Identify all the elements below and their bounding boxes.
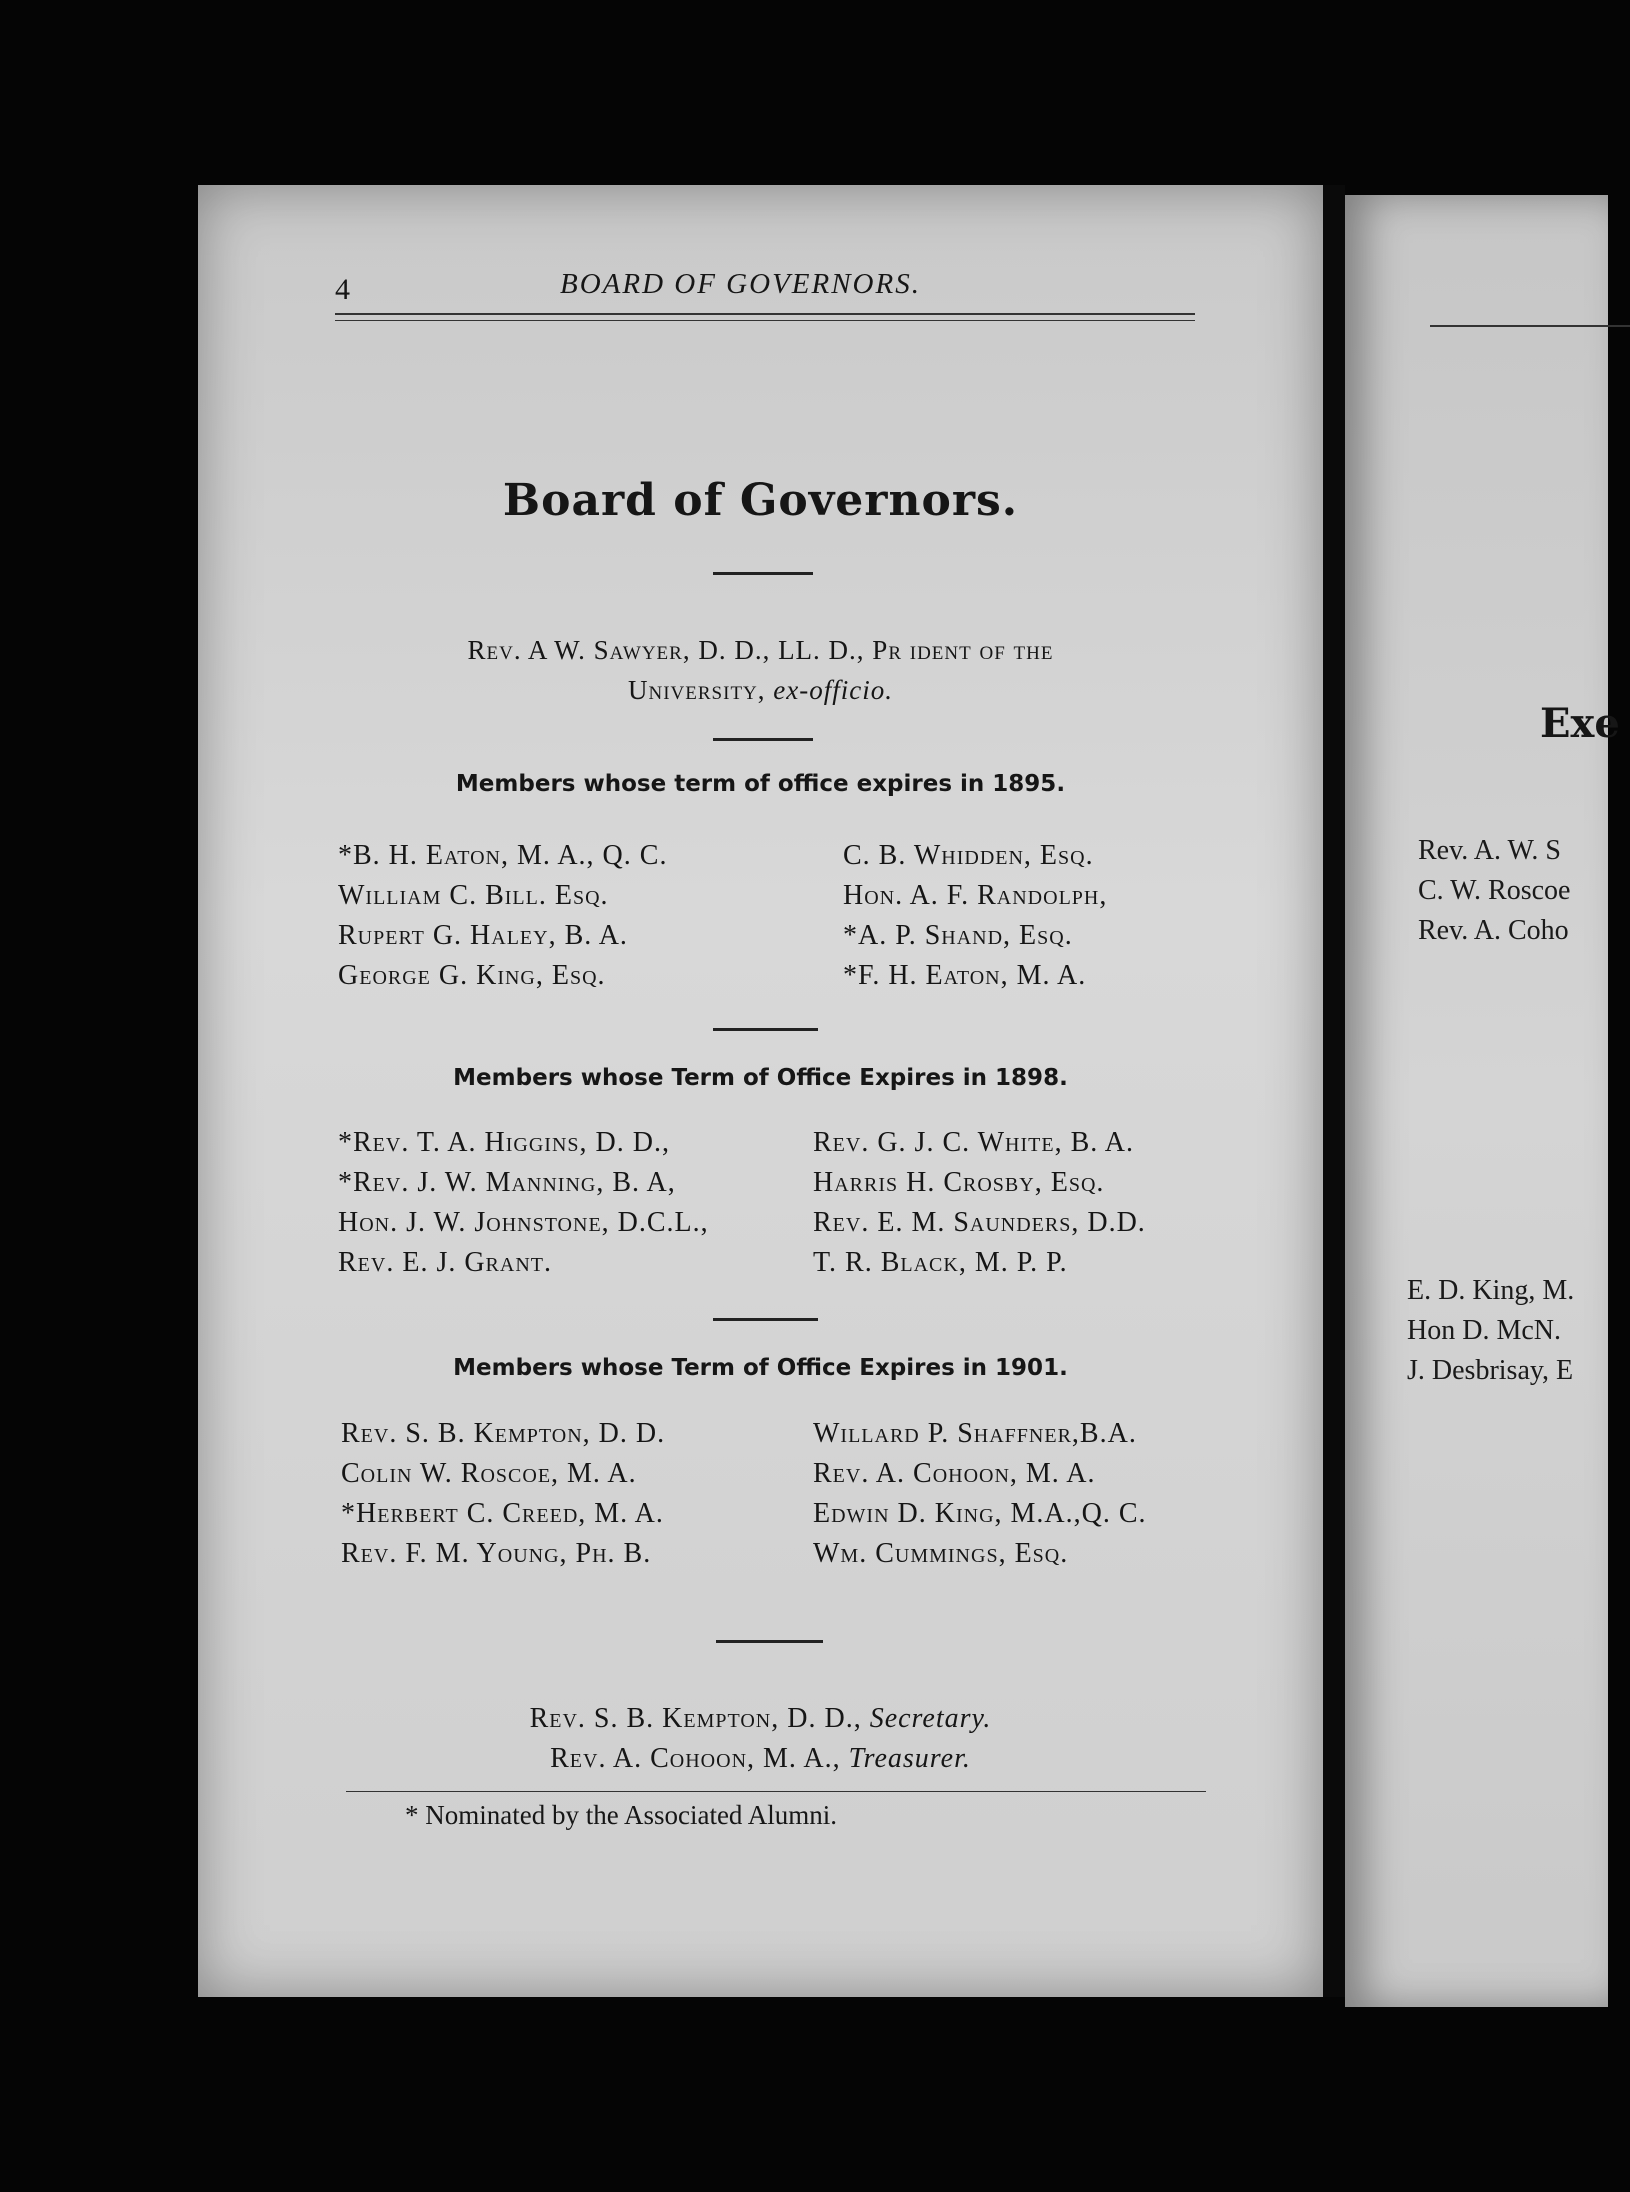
- secretary-line: [198, 1703, 1323, 1735]
- president-line-1: Rev. A W. Sawyer, D. D., LL. D., Pr ident of the: [467, 635, 1054, 665]
- right-page-line: J. Desbrisay, E: [1407, 1355, 1574, 1386]
- right-page-line: C. W. Roscoe: [1418, 875, 1571, 906]
- right-page-heading-fragment: Exe: [1540, 700, 1620, 747]
- section-1901-divider: [716, 1640, 823, 1643]
- member: Hon. A. F. Randolph,: [843, 880, 1108, 911]
- member: William C. Bill. Esq.: [338, 880, 609, 911]
- member: Rev. F. M. Young, Ph. B.: [341, 1538, 652, 1569]
- member: Willard P. Shaffner,B.A.: [813, 1418, 1137, 1449]
- president-line-2-prefix: University,: [628, 675, 766, 705]
- right-page-fragment: [1345, 195, 1620, 2007]
- right-page-line: E. D. King, M.: [1407, 1275, 1575, 1306]
- secretary-role: Secretary.: [869, 1703, 992, 1734]
- member: Rupert G. Haley, B. A.: [338, 920, 628, 951]
- member: *Herbert C. Creed, M. A.: [341, 1498, 664, 1529]
- book-spine-shadow: [1323, 185, 1345, 1997]
- member: Hon. J. W. Johnstone, D.C.L.,: [338, 1207, 709, 1238]
- member: *Rev. T. A. Higgins, D. D.,: [338, 1127, 670, 1158]
- treasurer-role: Treasurer.: [848, 1743, 971, 1774]
- running-head: BOARD OF GOVERNORS.: [560, 268, 921, 300]
- section-1898-divider: [713, 1318, 818, 1321]
- member: Rev. A. Cohoon, M. A.: [813, 1458, 1096, 1489]
- member: Rev. S. B. Kempton, D. D.: [341, 1418, 666, 1449]
- member: Harris H. Crosby, Esq.: [813, 1167, 1105, 1198]
- page-title: Board of Governors.: [502, 475, 1019, 526]
- section-1895-divider: [713, 1028, 818, 1031]
- left-page: [198, 185, 1323, 1997]
- right-page-line: Hon D. McN.: [1407, 1315, 1561, 1346]
- member: Rev. G. J. C. White, B. A.: [813, 1127, 1134, 1158]
- member: Wm. Cummings, Esq.: [813, 1538, 1069, 1569]
- member: George G. King, Esq.: [338, 960, 606, 991]
- member: *Rev. J. W. Manning, B. A,: [338, 1167, 676, 1198]
- member: Rev. E. M. Saunders, D.D.: [813, 1207, 1146, 1238]
- section-1895-heading: Members whose term of office expires in 1895.: [455, 771, 1066, 797]
- member: T. R. Black, M. P. P.: [813, 1247, 1068, 1278]
- member: C. B. Whidden, Esq.: [843, 840, 1094, 871]
- president-line-2-italic: ex-officio.: [773, 675, 893, 705]
- member: Edwin D. King, M.A.,Q. C.: [813, 1498, 1147, 1529]
- header-rule-top: [335, 313, 1195, 315]
- member: Rev. E. J. Grant.: [338, 1247, 552, 1278]
- member: *F. H. Eaton, M. A.: [843, 960, 1087, 991]
- section-1901-heading: Members whose Term of Office Expires in 1901.: [453, 1355, 1068, 1381]
- right-page-line: Rev. A. Coho: [1418, 915, 1569, 946]
- member: Colin W. Roscoe, M. A.: [341, 1458, 637, 1489]
- secretary-name: Rev. S. B. Kempton, D. D.,: [529, 1703, 862, 1734]
- right-page-header-rule: [1430, 325, 1630, 327]
- title-divider: [713, 572, 813, 575]
- right-page-line: Rev. A. W. S: [1418, 835, 1561, 866]
- member: *A. P. Shand, Esq.: [843, 920, 1073, 951]
- president-divider: [713, 738, 813, 741]
- section-1898-heading: Members whose Term of Office Expires in 1898.: [453, 1065, 1068, 1091]
- footnote: * Nominated by the Associated Alumni.: [405, 1800, 837, 1830]
- treasurer-name: Rev. A. Cohoon, M. A.,: [550, 1743, 841, 1774]
- header-rule-bottom: [335, 320, 1195, 321]
- president-line-2: [198, 675, 1323, 706]
- page-number: 4: [335, 273, 350, 306]
- treasurer-line: [198, 1743, 1323, 1775]
- footnote-rule: [346, 1791, 1206, 1792]
- member: *B. H. Eaton, M. A., Q. C.: [338, 840, 668, 871]
